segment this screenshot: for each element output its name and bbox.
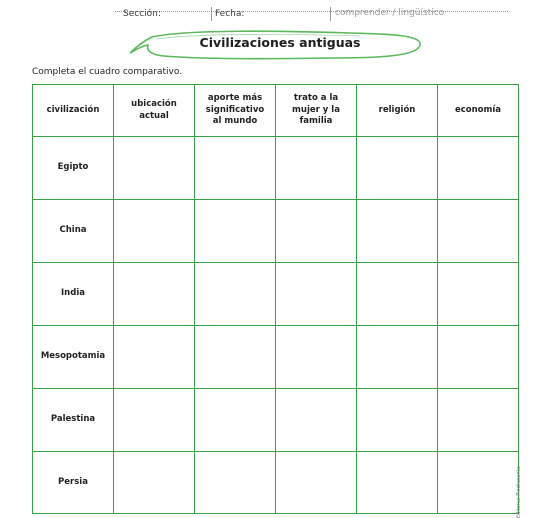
table-row xyxy=(33,263,519,326)
answer-cell[interactable] xyxy=(276,452,357,514)
answer-cell[interactable] xyxy=(438,452,519,514)
answer-cell[interactable] xyxy=(438,137,519,200)
answer-cell[interactable] xyxy=(357,389,438,452)
table-row xyxy=(33,326,519,389)
table-header-row xyxy=(33,85,519,137)
answer-cell[interactable] xyxy=(357,452,438,514)
column-header: aporte más significativo al mundo xyxy=(195,85,276,137)
answer-cell[interactable] xyxy=(357,263,438,326)
answer-cell[interactable] xyxy=(195,200,276,263)
answer-cell[interactable] xyxy=(276,326,357,389)
answer-cell[interactable] xyxy=(276,389,357,452)
answer-cell[interactable] xyxy=(276,137,357,200)
answer-cell[interactable] xyxy=(276,200,357,263)
answer-cell[interactable] xyxy=(276,263,357,326)
table-row xyxy=(33,200,519,263)
skill-text: comprender / lingüístico xyxy=(335,8,445,18)
row-label: China xyxy=(33,200,114,263)
answer-cell[interactable] xyxy=(114,263,195,326)
row-label: Palestina xyxy=(33,389,114,452)
page-title: Civilizaciones antiguas xyxy=(199,35,361,50)
answer-cell[interactable] xyxy=(114,137,195,200)
row-label: Egipto xyxy=(33,137,114,200)
column-header: ubicación actual xyxy=(114,85,195,137)
comparison-table xyxy=(32,84,519,514)
answer-cell[interactable] xyxy=(195,452,276,514)
column-header: trato a la mujer y la familia xyxy=(276,85,357,137)
answer-cell[interactable] xyxy=(438,200,519,263)
header-divider xyxy=(211,7,212,21)
answer-cell[interactable] xyxy=(195,326,276,389)
answer-cell[interactable] xyxy=(357,200,438,263)
answer-cell[interactable] xyxy=(114,200,195,263)
answer-cell[interactable] xyxy=(438,389,519,452)
row-label: India xyxy=(33,263,114,326)
column-header: religión xyxy=(357,85,438,137)
title-banner xyxy=(130,25,430,65)
row-label: Mesopotamia xyxy=(33,326,114,389)
publisher-credit: Editorial Piedrasanta xyxy=(516,466,522,518)
header-divider xyxy=(330,7,331,21)
answer-cell[interactable] xyxy=(438,263,519,326)
table-row xyxy=(33,452,519,514)
answer-cell[interactable] xyxy=(357,137,438,200)
answer-cell[interactable] xyxy=(114,326,195,389)
answer-cell[interactable] xyxy=(195,263,276,326)
answer-cell[interactable] xyxy=(357,326,438,389)
answer-cell[interactable] xyxy=(438,326,519,389)
instruction-text: Completa el cuadro comparativo. xyxy=(32,67,183,77)
answer-cell[interactable] xyxy=(114,452,195,514)
answer-cell[interactable] xyxy=(195,389,276,452)
table-row xyxy=(33,389,519,452)
header-strip xyxy=(115,8,508,19)
table-row xyxy=(33,137,519,200)
fecha-label: Fecha: xyxy=(215,9,245,19)
seccion-label: Sección: xyxy=(123,9,161,19)
column-header: civilización xyxy=(33,85,114,137)
row-label: Persia xyxy=(33,452,114,514)
answer-cell[interactable] xyxy=(195,137,276,200)
answer-cell[interactable] xyxy=(114,389,195,452)
column-header: economía xyxy=(438,85,519,137)
